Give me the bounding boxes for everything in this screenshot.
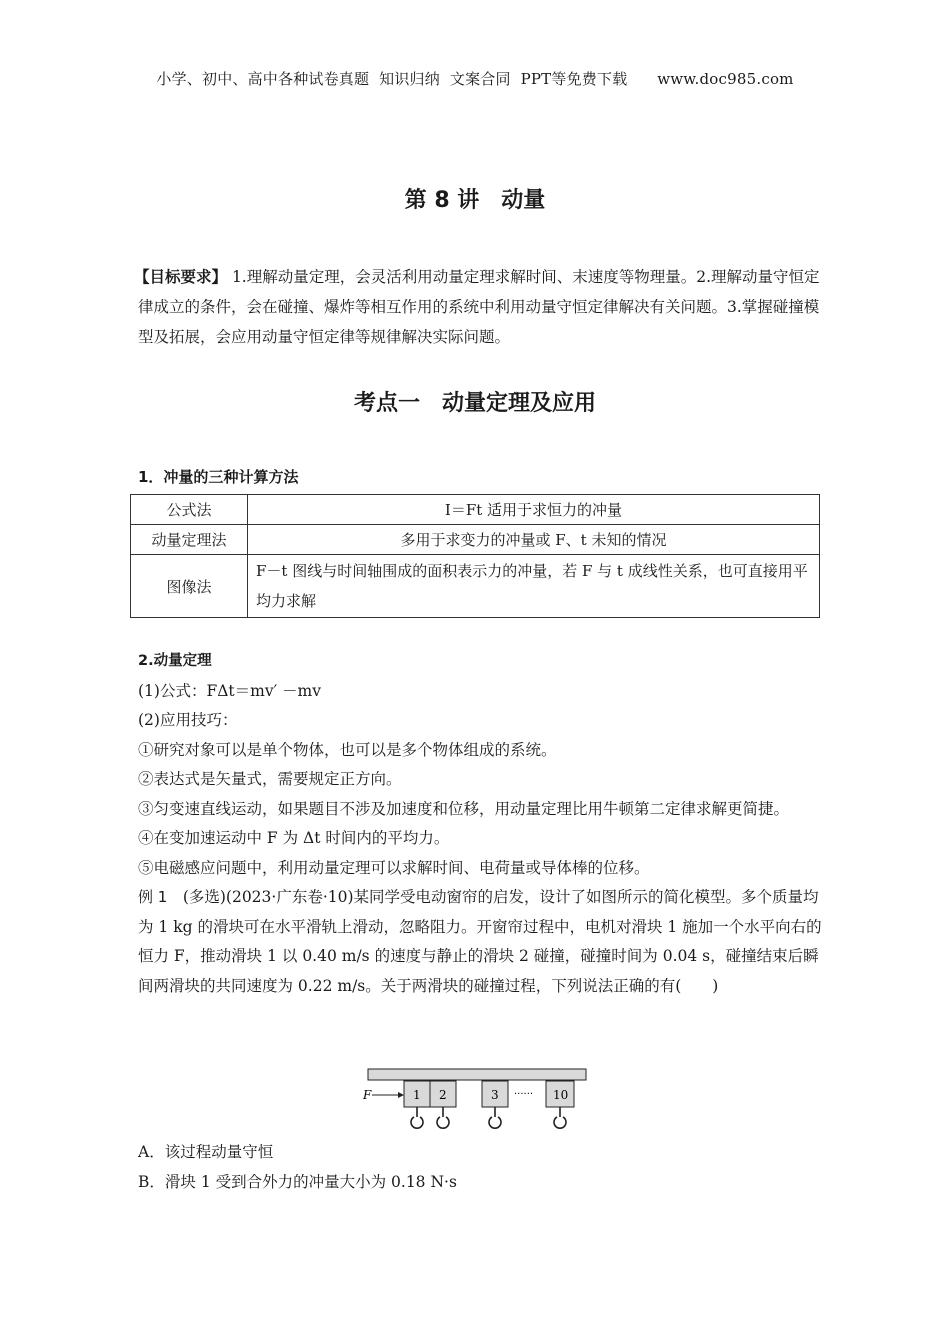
force-label: F bbox=[363, 1088, 372, 1102]
rail bbox=[368, 1069, 586, 1080]
impulse-methods-table bbox=[130, 494, 820, 618]
method-cell: 公式法 bbox=[131, 495, 248, 525]
skills-label: (2)应用技巧： bbox=[138, 711, 238, 729]
table-row bbox=[131, 495, 820, 525]
option-b: B．滑块 1 受到合外力的冲量大小为 0.18 N·s bbox=[138, 1173, 457, 1191]
ellipsis-dots: ······ bbox=[514, 1089, 534, 1100]
answer-options bbox=[138, 1137, 823, 1197]
block-label: 10 bbox=[553, 1088, 569, 1102]
section-title: 考点一 动量定理及应用 bbox=[353, 391, 596, 416]
method-cell: 动量定理法 bbox=[131, 525, 248, 555]
option-a: A．该过程动量守恒 bbox=[138, 1143, 274, 1161]
block-label: 2 bbox=[439, 1088, 447, 1102]
tip-item: ①研究对象可以是单个物体，也可以是多个物体组成的系统。 bbox=[138, 740, 557, 759]
block-label: 3 bbox=[491, 1088, 499, 1102]
impulse-heading: 1．冲量的三种计算方法 bbox=[138, 468, 299, 486]
page-header: 小学、初中、高中各种试卷真题 知识归纳 文案合同 PPT等免费下载 www.doc985.com bbox=[156, 70, 794, 88]
tip-item: ③匀变速直线运动，如果题目不涉及加速度和位移，用动量定理比用牛顿第二定律求解更简捷。 bbox=[138, 799, 790, 818]
goal-label: 【目标要求】 bbox=[134, 268, 228, 286]
lecture-title: 第 8 讲 动量 bbox=[404, 188, 546, 213]
theorem-body bbox=[138, 647, 823, 1001]
desc-cell: I＝Ft 适用于求恒力的冲量 bbox=[248, 495, 820, 525]
arrow-head-icon bbox=[398, 1092, 404, 1098]
table-row bbox=[131, 555, 820, 618]
example-paragraph bbox=[138, 883, 823, 1001]
sliding-blocks-figure bbox=[358, 1065, 590, 1141]
theorem-heading: 2.动量定理 bbox=[138, 653, 212, 669]
tip-item: ②表达式是矢量式，需要规定正方向。 bbox=[138, 770, 402, 788]
goal-text: 1.理解动量定理，会灵活利用动量定理求解时间、末速度等物理量。2.理解动量守恒定律成立的条件，会在碰撞、爆炸等相互作用的系统中利用动量守恒定律解决有关问题。3.掌握碰撞模型及拓展，会应用动量守恒定律等规律解决实际问题。 bbox=[138, 268, 820, 346]
desc-cell: F－t 图线与时间轴围成的面积表示力的冲量，若 F 与 t 成线性关系，也可直接用平均力求解 bbox=[248, 555, 820, 618]
tip-item: ④在变加速运动中 F 为 Δt 时间内的平均力。 bbox=[138, 829, 450, 847]
tip-item: ⑤电磁感应问题中，利用动量定理可以求解时间、电荷量或导体棒的位移。 bbox=[138, 858, 650, 877]
block-label: 1 bbox=[413, 1088, 421, 1102]
method-cell: 图像法 bbox=[131, 555, 248, 618]
example-text: (多选)(2023·广东卷·10)某同学受电动窗帘的启发，设计了如图所示的简化模型。多个质量均为 1 kg 的滑块可在水平滑轨上滑动，忽略阻力。开窗帘过程中，电机对滑块 1 施加一个水平向右的恒力 F，推动滑块 1 以 0.40 m/s 的速度与静止的滑块 2 碰撞，碰撞时间为 0.04 s，碰撞结束后瞬间两滑块的共同速度为 0.22 m/s。关于两滑块的碰撞过程，下列说法正确的有( ) bbox=[138, 888, 822, 995]
goal-paragraph bbox=[134, 262, 828, 352]
table-row bbox=[131, 525, 820, 555]
desc-cell: 多用于求变力的冲量或 F、t 未知的情况 bbox=[248, 525, 820, 555]
example-label: 例 1 bbox=[138, 888, 168, 906]
theorem-formula: (1)公式：FΔt＝mv′ －mv bbox=[138, 681, 321, 700]
hook-icon bbox=[411, 1107, 566, 1128]
